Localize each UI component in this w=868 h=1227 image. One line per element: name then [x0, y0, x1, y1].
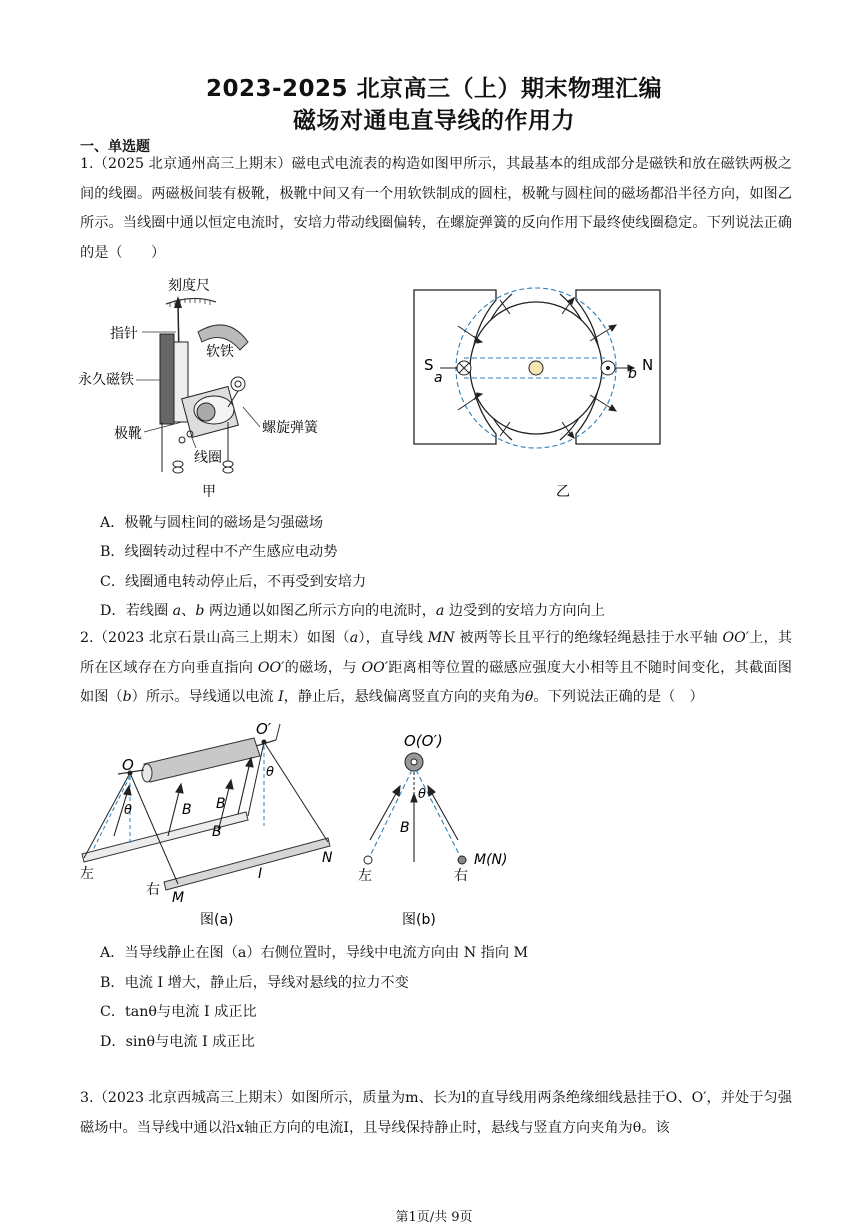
label-b1: B	[182, 802, 192, 818]
label-top: O(O′)	[404, 732, 443, 750]
figure-yi	[410, 286, 668, 500]
label-shoe: 极靴	[114, 426, 142, 442]
question-2-text	[80, 624, 792, 713]
q1-option-d-a: a	[172, 603, 182, 619]
label-pointer: 指针	[110, 326, 138, 342]
section-heading: 一、单选题	[80, 139, 150, 155]
q2-seg-b: b	[122, 689, 132, 705]
label-spring: 螺旋弹簧	[262, 420, 318, 436]
q2-seg3: 被两等长且平行的绝缘轻绳悬挂于水平轴	[454, 630, 723, 646]
label-theta1: θ	[124, 803, 132, 818]
caption-yi: 乙	[556, 484, 570, 500]
q2-seg5: 的磁场，与	[284, 659, 362, 676]
label-theta2: θ	[266, 765, 274, 780]
label-b3: B	[216, 796, 226, 812]
caption-jia: 甲	[202, 484, 216, 500]
q2-option-c[interactable]: C．tanθ与电流 I 成正比	[100, 1004, 257, 1020]
caption-b: 图(b)	[402, 912, 436, 928]
label-right: 右	[146, 882, 160, 898]
label-m: M	[172, 890, 185, 906]
q2-seg-mn: MN	[427, 630, 455, 646]
label-scale: 刻度尺	[168, 278, 210, 294]
q1-option-d[interactable]	[100, 600, 605, 620]
title-line-1: 2023-2025 北京高三（上）期末物理汇编	[205, 76, 663, 102]
label-s: S	[424, 356, 434, 374]
page-footer: 第1页/共 9页	[395, 1210, 473, 1225]
label-b: B	[400, 820, 410, 836]
q1-option-d-a2: a	[435, 603, 445, 619]
label-right-b: 右	[454, 868, 468, 884]
label-i: I	[258, 866, 263, 882]
q2-seg7: ）所示。导线通以电流	[131, 689, 279, 705]
q2-option-a[interactable]: A．当导线静止在图（a）右侧位置时，导线中电流方向由 N 指向 M	[100, 945, 529, 961]
title-line-2: 磁场对通电直导线的作用力	[293, 108, 575, 134]
q2-seg1: 2.（2023 北京石景山高三上期末）如图（	[80, 630, 350, 646]
q2-seg-oo1: OO′	[722, 630, 749, 646]
label-n: N	[642, 356, 654, 374]
q2-seg-oo2: OO′	[257, 659, 285, 676]
q1-option-d-b: b	[195, 603, 205, 619]
label-b2: B	[212, 824, 222, 840]
q2-seg-a: a	[349, 630, 359, 646]
q2-seg4: 上，其所在区域存在方向垂直指向	[80, 630, 792, 676]
label-a: a	[434, 370, 443, 386]
q2-seg8: ，静止后，悬线偏离竖直方向的夹角为	[283, 689, 525, 705]
label-mn: M(N)	[474, 852, 508, 868]
label-magnet: 永久磁铁	[78, 372, 134, 388]
label-left: 左	[80, 866, 94, 882]
caption-a: 图(a)	[200, 912, 234, 928]
q2-option-d[interactable]: D．sinθ与电流 I 成正比	[100, 1034, 255, 1050]
q1-option-a[interactable]: A．极靴与圆柱间的磁场是匀强磁场	[100, 515, 324, 531]
q2-seg9: 。下列说法正确的是（ ）	[533, 689, 704, 705]
q2-option-b[interactable]: B．电流 I 增大，静止后，导线对悬线的拉力不变	[100, 975, 409, 991]
figure-jia	[78, 272, 338, 502]
q1-option-c[interactable]: C．线圈通电转动停止后，不再受到安培力	[100, 574, 367, 590]
q1-option-d-mid2: 两边通以如图乙所示方向的电流时，	[204, 603, 436, 619]
q2-seg6: 距离相等位置的磁感应强度大小相等且不随时间变化，其截面图如图（	[80, 659, 792, 705]
label-o: O	[122, 756, 134, 774]
label-coil: 线圈	[194, 450, 222, 466]
label-softiron: 软铁	[206, 344, 234, 360]
figure-a	[78, 718, 370, 932]
q2-seg-theta: θ	[524, 689, 534, 705]
label-theta: θ	[418, 787, 426, 802]
label-n: N	[322, 850, 333, 866]
label-oprime: O′	[256, 720, 272, 738]
label-left-b: 左	[358, 868, 372, 884]
q1-option-b[interactable]: B．线圈转动过程中不产生感应电动势	[100, 544, 338, 560]
question-3-text: 3.（2023 北京西城高三上期末）如图所示，质量为m、长为l的直导线用两条绝缘细线悬挂于O、O′，并处于匀强磁场中。当导线中通以沿x轴正方向的电流I，且导线保持静止时，悬线与竖直方向夹角为θ。该	[80, 1090, 792, 1136]
q2-seg-oo3: OO′	[361, 659, 388, 676]
q2-seg2: ），直导线	[358, 630, 428, 646]
q2-seg-i: I	[278, 689, 284, 705]
q1-option-d-pre: D．若线圈	[100, 603, 173, 619]
q1-option-d-mid1: 、	[181, 603, 196, 619]
question-1-text: 1.（2025 北京通州高三上期末）磁电式电流表的构造如图甲所示，其最基本的组成部分是磁铁和放在磁铁两极之间的线圈。两磁极间装有极靴，极靴中间又有一个用软铁制成的圆柱，极靴与圆柱间的磁场都沿半径方向，如图乙所示。当线圈中通以恒定电流时，安培力带动线圈偏转，在螺旋弹簧的反向作用下最终使线圈稳定。下列说法正确的是（ ）	[80, 156, 792, 261]
label-b: b	[628, 366, 637, 382]
q1-option-d-post: 边受到的安培力方向向上	[444, 603, 605, 619]
figure-b	[356, 724, 536, 932]
